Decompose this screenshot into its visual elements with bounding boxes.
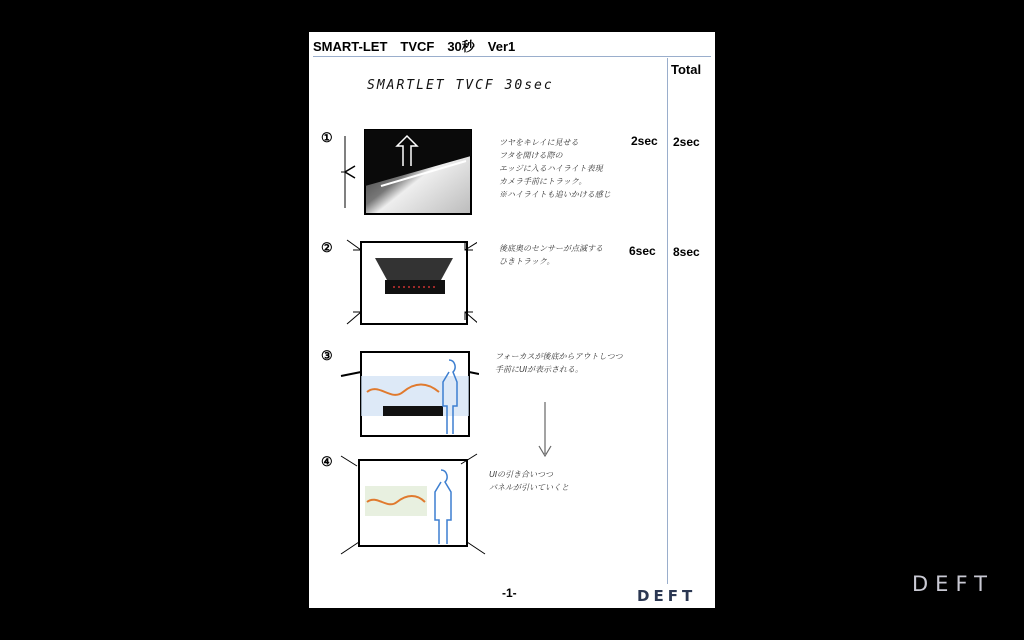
title-divider	[313, 56, 711, 57]
scene-1-note-line: フタを開ける際の	[499, 151, 563, 160]
scene-1-notes	[499, 136, 611, 201]
scene-2-duration: 6sec	[629, 244, 656, 258]
scene-1-total: 2sec	[673, 135, 700, 149]
scene-4-note-line: パネルが引いていくと	[489, 483, 569, 492]
scene-4-notes	[489, 468, 569, 494]
scene-1-sketch	[341, 126, 477, 218]
scene-3-note-line: フォーカスが後底からアウトしつつ	[495, 352, 623, 361]
storyboard-sheet	[309, 32, 715, 608]
total-column-divider	[667, 58, 668, 584]
sheet-logo: DEFT	[637, 587, 697, 605]
scene-2-total: 8sec	[673, 245, 700, 259]
handwritten-title: SMARTLET TVCF 30sec	[367, 78, 554, 93]
scene-3-sketch	[339, 346, 479, 442]
scene-2-note-line: ひきトラック。	[499, 257, 555, 266]
scene-2-note-line: 後底奥のセンサーが点滅する	[499, 244, 603, 253]
scene-1-note-line: ツヤをキレイに見せる	[499, 138, 579, 147]
scene-1-note-line: ※ハイライトも追いかける感じ	[499, 190, 611, 199]
scene-2-notes	[499, 242, 603, 268]
scene-4-number: ④	[321, 454, 333, 469]
scene-3-notes	[495, 350, 622, 376]
scene-2-number: ②	[321, 240, 333, 255]
scene-1-note-line: エッジに入るハイライト表現	[499, 164, 603, 173]
scene-3-note-line: 手前にUIが表示される。	[495, 365, 583, 374]
scene-1-number: ①	[321, 130, 333, 145]
down-arrow-icon	[535, 400, 555, 460]
scene-1-duration: 2sec	[631, 134, 658, 148]
page-number: -1-	[502, 586, 517, 600]
scene-1-note-line: カメラ手前にトラック。	[499, 177, 587, 186]
scene-3-number: ③	[321, 348, 333, 363]
total-column-header: Total	[671, 62, 702, 77]
scene-4-sketch	[337, 450, 493, 560]
scene-2-sketch	[341, 236, 477, 328]
brand-logo: DEFT	[912, 572, 994, 596]
sheet-title: SMART-LET TVCF 30秒 Ver1	[313, 39, 516, 54]
scene-4-note-line: UIの引き合いつつ	[489, 470, 553, 479]
